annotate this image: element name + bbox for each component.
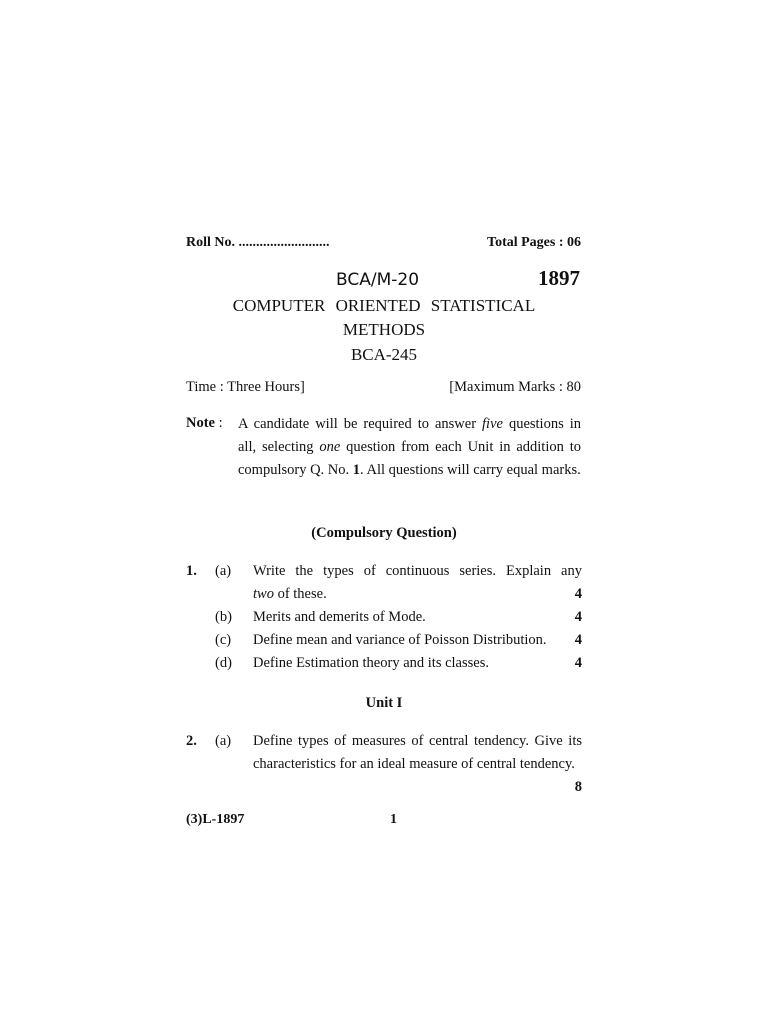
question-text: Merits and demerits of Mode. [253,609,426,625]
marks: 8 [574,779,582,795]
note-text: A candidate will be required to answer five questions in all, selecting one question from each Unit in addition to compulsory Q. No. 1. All questions will carry equal marks. [238,416,581,478]
note-label: Note : [186,415,223,431]
marks: 4 [574,632,582,648]
question-text: Define types of measures of central tendency. Give its characteristics for an ideal measure of central tendency. [253,733,582,772]
marks: 4 [574,609,582,625]
question-text: Define Estimation theory and its classes. [253,655,489,671]
question-text: Write the types of continuous series. Explain any [253,563,582,579]
part-label: (d) [215,655,232,671]
question-1a [186,560,582,606]
question-text-cont: two of these. [253,586,327,602]
question-number: 2. [186,733,197,749]
maximum-marks: [Maximum Marks : 80 [449,379,581,395]
roll-number-field: Roll No. .......................... [186,235,330,250]
paper-number: 1897 [538,266,580,290]
page-number: 1 [390,812,397,827]
time-allowed: Time : Three Hours] [186,379,305,395]
question-1b [186,606,582,629]
marks: 4 [574,655,582,671]
question-1c [186,629,582,652]
part-label: (a) [215,733,232,749]
part-label: (a) [215,563,232,579]
footer-code: (3)L-1897 [186,812,245,827]
question-1d [186,652,582,675]
marks: 4 [574,586,582,602]
paper-title-line2: METHODS [342,320,426,339]
compulsory-question-heading: (Compulsory Question) [311,525,457,541]
unit-1-heading: Unit I [365,695,403,711]
course-code: BCA/M-20 [336,270,420,290]
total-pages: Total Pages : 06 [487,235,581,250]
part-label: (b) [215,609,232,625]
part-label: (c) [215,632,232,648]
subject-code: BCA-245 [350,345,418,364]
question-2a [186,730,582,799]
paper-title-line1: COMPUTER ORIENTED STATISTICAL [232,296,536,315]
question-text: Define mean and variance of Poisson Distribution. [253,632,547,648]
question-number: 1. [186,563,197,579]
